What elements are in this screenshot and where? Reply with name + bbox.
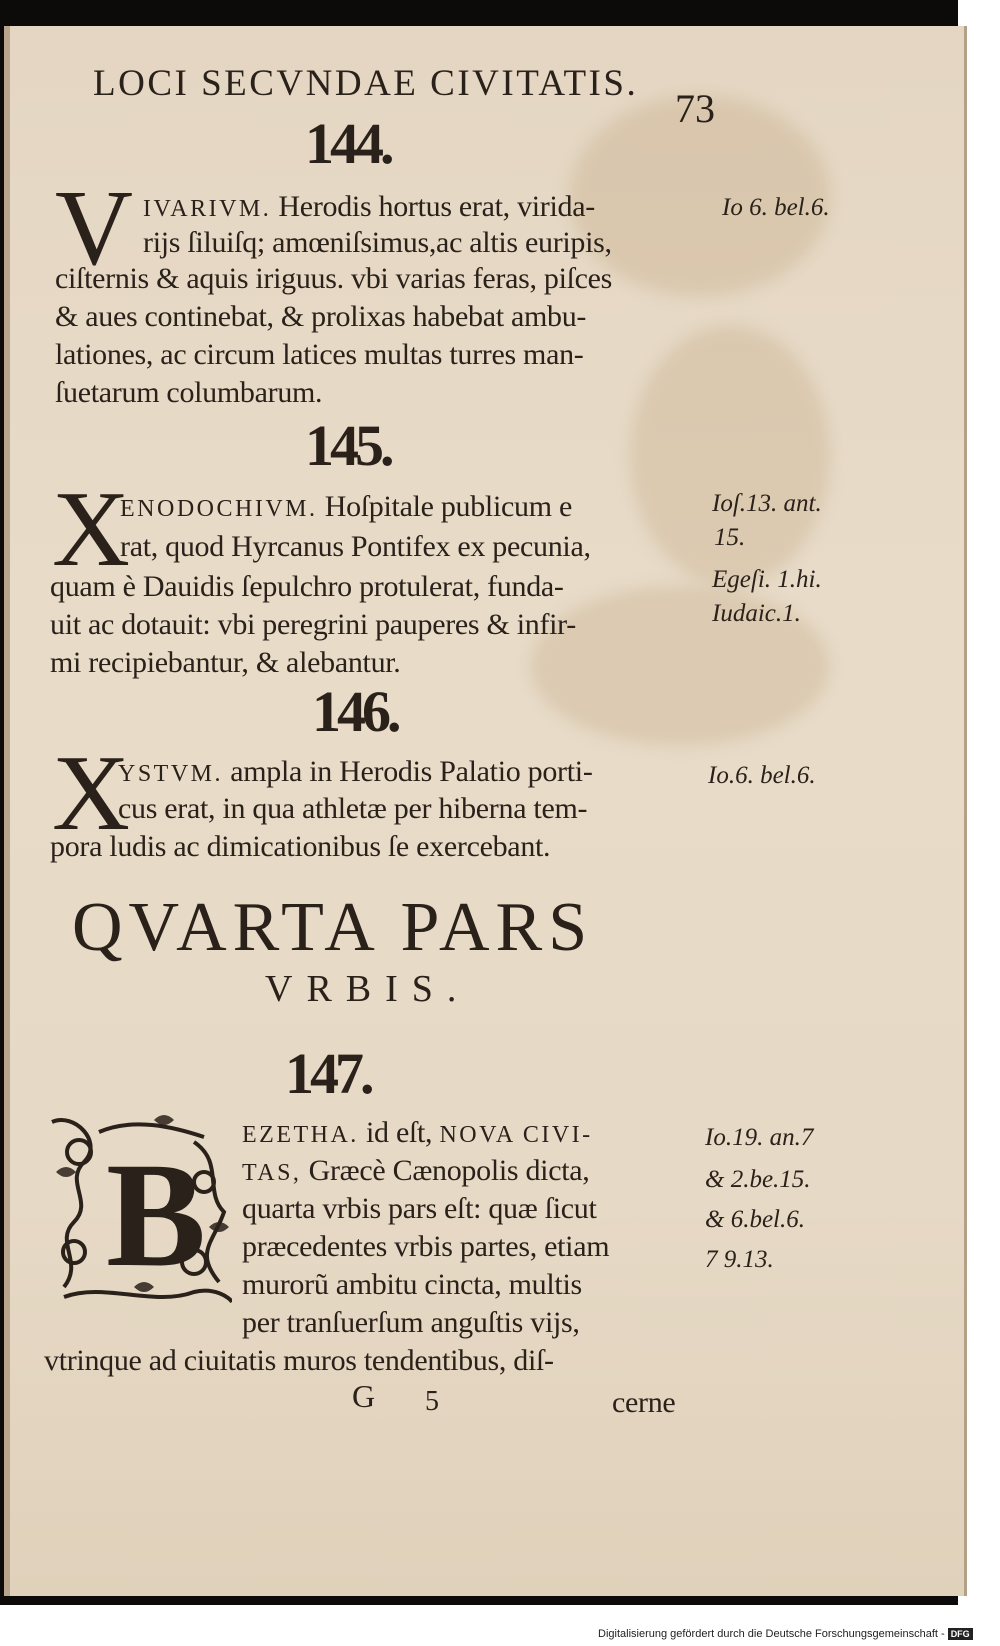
text-line: ſuetarum columbarum. <box>55 376 323 409</box>
margin-note: 15. <box>714 524 746 551</box>
dfg-logo: DFG <box>948 1628 973 1640</box>
initial-letter: B <box>106 1132 207 1298</box>
entry-number: 144. <box>305 111 391 176</box>
text-line: TAS, Græcè Cænopolis dicta, <box>242 1154 590 1187</box>
initial-letter: X <box>52 734 130 853</box>
text-line: pora ludis ac dimicationibus ſe exercebant. <box>50 830 551 863</box>
text-line: uit ac dotauit: vbi peregrini pauperes & infir- <box>50 608 576 641</box>
text-line: murorũ ambitu cincta, multis <box>242 1268 582 1301</box>
margin-note: Io 6. bel.6. <box>722 194 830 221</box>
margin-note: Iudaic.1. <box>712 600 801 627</box>
entry-number: 146. <box>312 679 398 744</box>
margin-note: Egeſi. 1.hi. <box>712 566 822 593</box>
signature-number: 5 <box>425 1386 439 1417</box>
margin-note: Ioſ.13. ant. <box>712 490 822 517</box>
text-line: lationes, ac circum latices multas turres man- <box>55 338 584 371</box>
text-line: cus erat, in qua athletæ per hiberna tem- <box>118 792 588 825</box>
text-line: IVARIVM. Herodis hortus erat, virida- <box>143 190 595 223</box>
margin-note: & 6.bel.6. <box>705 1206 805 1233</box>
funding-footer: Digitalisierung gefördert durch die Deutsche Forschungsgemeinschaft - DFG <box>598 1628 973 1640</box>
text-line: mi recipiebantur, & alebantur. <box>50 646 401 679</box>
margin-note: Io.6. bel.6. <box>708 762 816 789</box>
text-line: EZETHA. id eſt, NOVA CIVI- <box>242 1116 593 1149</box>
text-line: præcedentes vrbis partes, etiam <box>242 1230 610 1263</box>
text-line: per tranſuerſum anguſtis vijs, <box>242 1306 580 1339</box>
entry-number: 147. <box>285 1041 371 1106</box>
text-line: ciſternis & aquis iriguus. vbi varias feras, piſces <box>55 262 613 295</box>
margin-note: 7 9.13. <box>705 1246 774 1273</box>
catchword: cerne <box>612 1386 676 1419</box>
margin-note: Io.19. an.7 <box>705 1124 814 1151</box>
text-line: & aues continebat, & prolixas habebat ambu- <box>55 300 587 333</box>
text-line: ENODOCHIVM. Hoſpitale publicum e <box>120 490 572 523</box>
text-line: quam è Dauidis ſepulchro protulerat, funda- <box>50 570 564 603</box>
text-line: rijs ſiluiſq; amœniſsimus,ac altis euripis, <box>143 226 612 259</box>
text-line: vtrinque ad ciuitatis muros tendentibus, diſ- <box>44 1344 554 1377</box>
initial-letter: V <box>55 169 133 288</box>
running-header: LOCI SECVNDAE CIVITATIS. <box>93 63 639 104</box>
margin-note: & 2.be.15. <box>705 1166 811 1193</box>
text-line: quarta vrbis pars eſt: quæ ſicut <box>242 1192 597 1225</box>
initial-letter: X <box>52 470 130 589</box>
section-title: QVARTA PARS <box>72 889 594 966</box>
text-line: YSTVM. ampla in Herodis Palatio porti- <box>118 755 593 788</box>
decorated-initial <box>44 1112 232 1308</box>
entry-number: 145. <box>305 413 391 478</box>
page-number: 73 <box>675 86 715 131</box>
text-line: rat, quod Hyrcanus Pontifex ex pecunia, <box>120 530 591 563</box>
section-subtitle: VRBIS. <box>265 968 471 1010</box>
signature-mark: G <box>352 1378 376 1414</box>
